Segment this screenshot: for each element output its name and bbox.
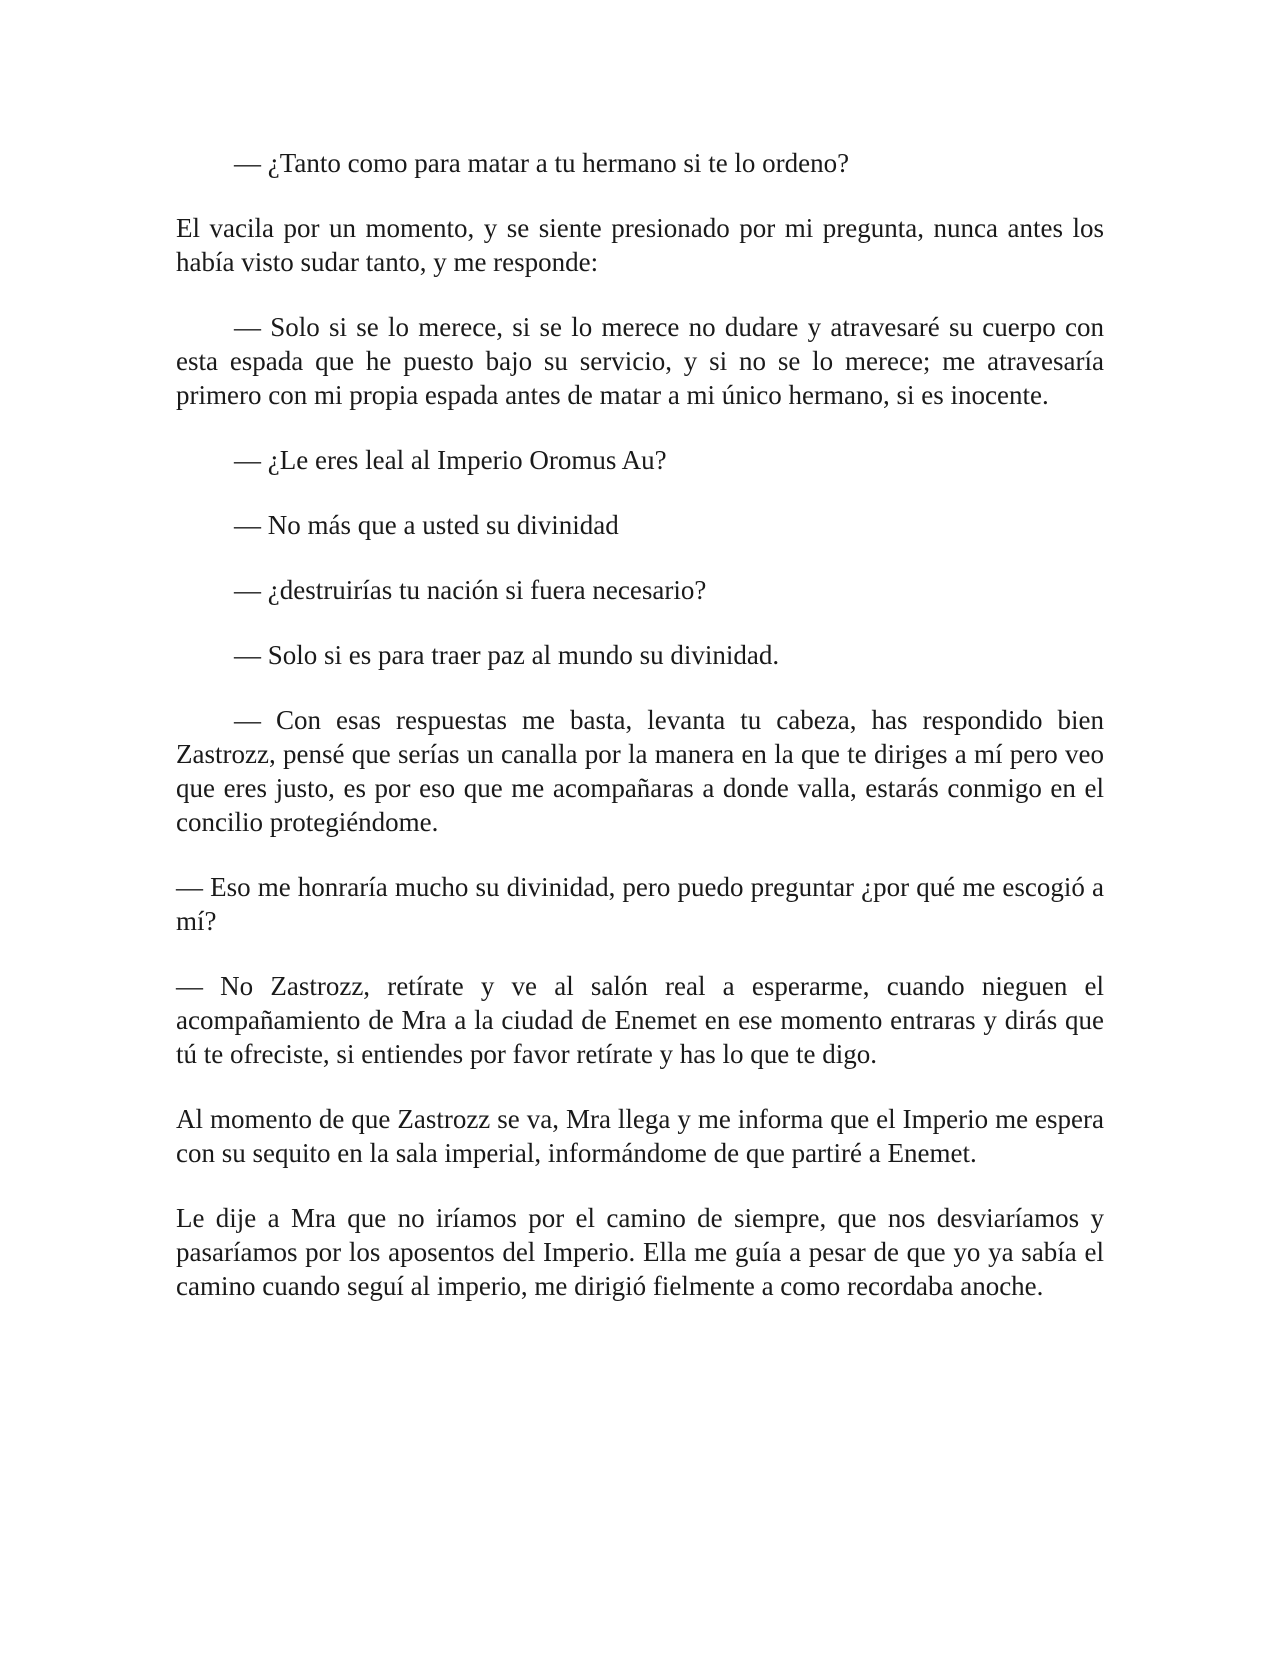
paragraph-9: — Eso me honraría mucho su divinidad, pero puedo preguntar ¿por qué me escogió a mí? [176,872,1104,936]
paragraph-7: — Solo si es para traer paz al mundo su divinidad. [234,640,780,670]
paragraph-12: Le dije a Mra que no iríamos por el camino de siempre, que nos desviaríamos y pasaríamos por los aposentos del Imperio. Ella me guía a pesar de que yo ya sabía el camino cuando seguí al imperio, me dirigió fielmente a como recordaba anoche. [176,1203,1104,1301]
paragraph-8: — Con esas respuestas me basta, levanta tu cabeza, has respondido bien Zastrozz, pensé que serías un canalla por la manera en la que te diriges a mí pero veo que eres justo, es por eso que me acompañaras a donde valla, estarás conmigo en el concilio protegiéndome. [176,705,1104,837]
paragraph-3: — Solo si se lo merece, si se lo merece no dudare y atravesaré su cuerpo con esta espada que he puesto bajo su servicio, y si no se lo merece; me atravesaría primero con mi propia espada antes de matar a mi único hermano, si es inocente. [176,312,1104,410]
paragraph-2: El vacila por un momento, y se siente presionado por mi pregunta, nunca antes los había visto sudar tanto, y me responde: [176,213,1104,277]
paragraph-1: — ¿Tanto como para matar a tu hermano si te lo ordeno? [234,148,850,178]
paragraph-5: — No más que a usted su divinidad [234,510,619,540]
paragraph-4: — ¿Le eres leal al Imperio Oromus Au? [234,445,667,475]
paragraph-11: Al momento de que Zastrozz se va, Mra llega y me informa que el Imperio me espera con su sequito en la sala imperial, informándome de que partiré a Enemet. [176,1104,1104,1168]
paragraph-10: — No Zastrozz, retírate y ve al salón real a esperarme, cuando nieguen el acompañamiento de Mra a la ciudad de Enemet en ese momento entraras y dirás que tú te ofreciste, si entiendes por favor retírate y has lo que te digo. [176,971,1104,1069]
paragraph-6: — ¿destruirías tu nación si fuera necesario? [234,575,707,605]
